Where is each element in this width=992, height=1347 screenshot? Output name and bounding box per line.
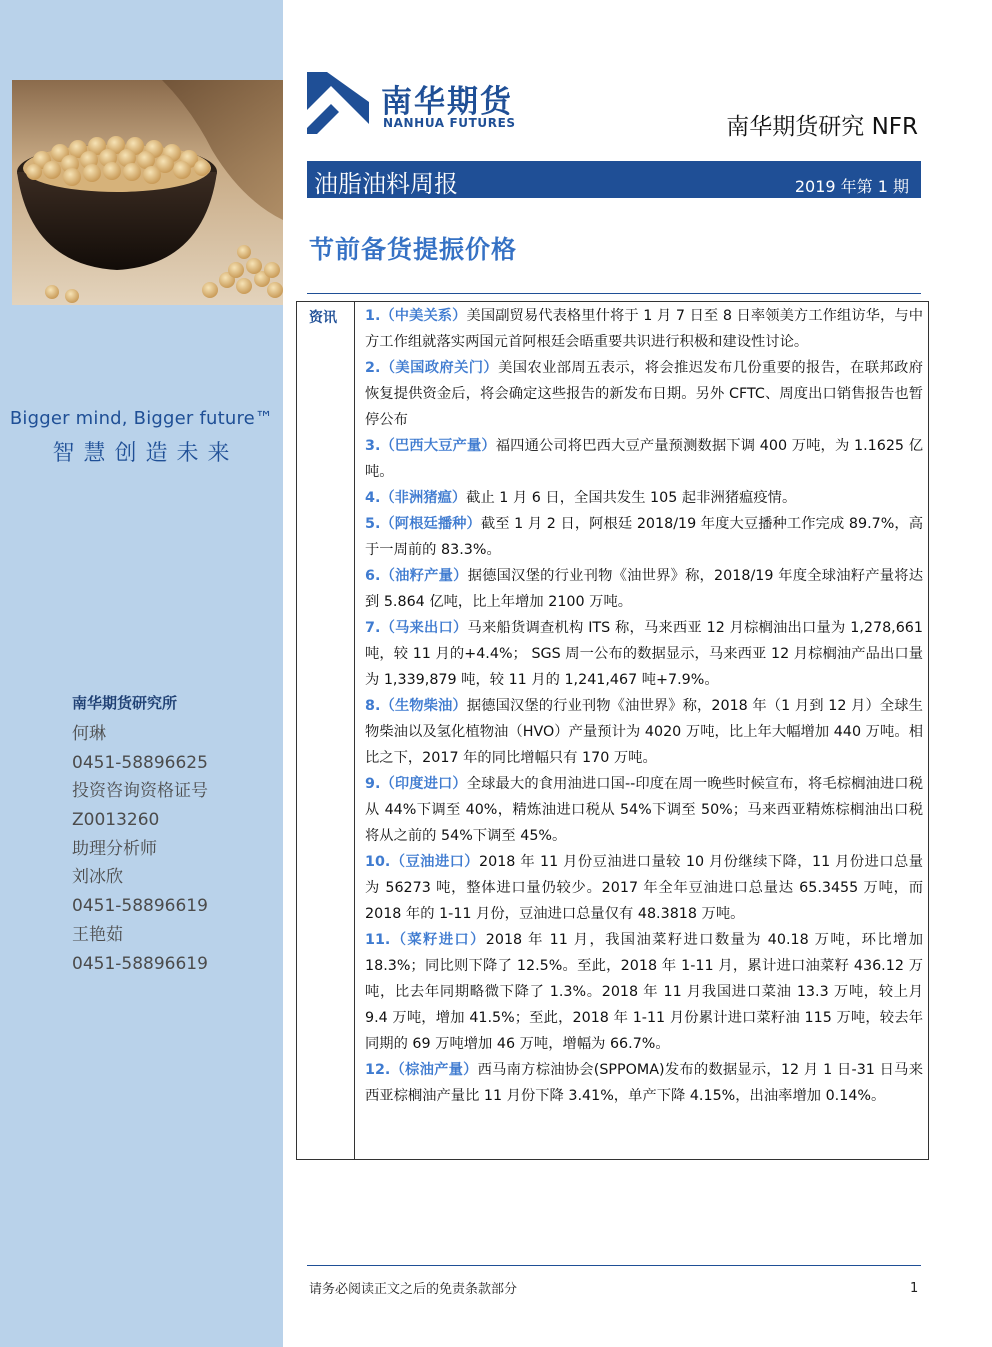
news-item xyxy=(365,303,923,355)
news-item xyxy=(365,693,923,771)
contact-line: 0451-58896625 xyxy=(72,752,208,773)
news-tag: 8.（生物柴油） xyxy=(365,698,467,714)
news-text: 2018 年 11 月，我国油菜籽进口数量为 40.18 万吨，环比增加 18.3%；同比则下降了 12.5%。至此，2018 年 1-11 月，累计进口油菜籽 436.12 万吨，比去年同期略微下降了 1.3%。2018 年 11 月我国进口菜油 13.3 万吨，较上月 9.4 万吨，增加 41.5%；至此，2018 年 1-11 月份累计进口菜籽油 115 万吨，较去年同期的 69 万吨增加 46 万吨，增幅为 66.7%。 xyxy=(365,932,924,1052)
news-item xyxy=(365,771,923,849)
news-text: 美国副贸易代表格里什将于 1 月 7 日至 8 日率领美方工作组访华，与中方工作组就落实两国元首阿根廷会晤重要共识进行积极和建设性讨论。 xyxy=(365,308,923,350)
news-table xyxy=(296,301,929,1160)
header-divider xyxy=(307,293,921,294)
news-text: 截止 1 月 6 日，全国共发生 105 起非洲猪瘟疫情。 xyxy=(466,490,797,506)
contact-line: 何琳 xyxy=(72,724,106,744)
logo-english-name: NANHUA FUTURES xyxy=(383,116,516,130)
news-tag: 9.（印度进口） xyxy=(365,776,467,792)
slogan-chinese: 智慧创造未来 xyxy=(52,441,239,466)
news-item xyxy=(365,511,923,563)
news-tag: 2.（美国政府关门） xyxy=(365,360,499,376)
contact-line: 0451-58896619 xyxy=(72,953,208,974)
issue-number: 2019 年第 1 期 xyxy=(794,177,909,196)
news-item xyxy=(365,433,923,485)
news-text: 马来船货调查机构 ITS 称，马来西亚 12 月棕榈油出口量为 1,278,661 吨，较 11 月的+4.4%； SGS 周一公布的数据显示，马来西亚 12 月棕榈油产品出口量为 1,339,879 吨，较 11 月的 1,241,467 吨+7.9%。 xyxy=(365,620,923,688)
report-title-bar xyxy=(307,161,921,198)
news-label-column xyxy=(297,302,355,1159)
news-tag: 11.（菜籽进口） xyxy=(365,932,486,948)
logo-chinese-name: 南华期货 xyxy=(381,84,513,120)
news-text: 美国农业部周五表示，将会推迟发布几份重要的报告，在联邦政府恢复提供资金后，将会确定这些报告的新发布日期。另外 CFTC、周度出口销售报告也暂停公布 xyxy=(365,360,923,428)
news-item xyxy=(365,563,923,615)
news-item xyxy=(365,485,923,511)
news-item xyxy=(365,355,923,433)
contact-line: 0451-58896619 xyxy=(72,896,208,917)
soybean-bowl-photo xyxy=(12,80,283,305)
news-tag: 5.（阿根廷播种） xyxy=(365,516,481,532)
contact-line: 投资咨询资格证号 xyxy=(72,781,208,802)
news-tag: 12.（棕油产量） xyxy=(365,1062,478,1078)
contact-line: 助理分析师 xyxy=(72,838,157,859)
nanhua-logo-icon xyxy=(307,72,369,134)
news-item xyxy=(365,1057,923,1109)
news-text: 西马南方棕油协会(SPPOMA)发布的数据显示，12 月 1 日-31 日马来西亚棕榈油产量比 11 月份下降 3.41%，单产下降 4.15%，出油率增加 0.14%。 xyxy=(365,1062,923,1104)
news-tag: 3.（巴西大豆产量） xyxy=(365,438,496,454)
news-tag: 6.（油籽产量） xyxy=(365,568,468,584)
page-number: 1 xyxy=(910,1281,919,1296)
report-headline: 节前备货提振价格 xyxy=(309,235,518,264)
news-tag: 1.（中美关系） xyxy=(365,308,467,324)
news-text: 截至 1 月 2 日，阿根廷 2018/19 年度大豆播种工作完成 89.7%，高于一周前的 83.3%。 xyxy=(365,516,923,558)
slogan-english: Bigger mind, Bigger future™ xyxy=(9,408,274,429)
news-item xyxy=(365,615,923,693)
news-tag: 10.（豆油进口） xyxy=(365,854,480,870)
analyst-contacts xyxy=(72,692,277,978)
news-item xyxy=(365,927,923,1057)
contact-line: Z0013260 xyxy=(72,810,160,831)
news-tag: 4.（非洲猪瘟） xyxy=(365,490,467,506)
news-list xyxy=(365,303,923,1109)
contact-line: 刘冰欣 xyxy=(72,867,123,888)
news-text: 全球最大的食用油进口国--印度在周一晚些时候宣布，将毛棕榈油进口税从 44%下调至 40%，精炼油进口税从 54%下调至 50%；马来西亚精炼棕榈油出口税将从之前的 54%下调至 45%。 xyxy=(365,776,923,844)
news-text: 2018 年 11 月份豆油进口量较 10 月份继续下降，11 月份进口总量为 56273 吨，整体进口量仍较少。2017 年全年豆油进口总量达 65.3455 万吨，而 2018 年的 1-11 月份，豆油进口总量仅有 48.3818 万吨。 xyxy=(365,854,923,922)
news-item xyxy=(365,849,923,927)
news-label: 资讯 xyxy=(309,310,337,326)
report-name: 油脂油料周报 xyxy=(314,170,458,198)
news-text: 据德国汉堡的行业刊物《油世界》称，2018/19 年度全球油籽产量将达到 5.864 亿吨，比上年增加 2100 万吨。 xyxy=(365,568,923,610)
institute-name: 南华期货研究所 xyxy=(72,694,178,712)
footer-divider xyxy=(307,1265,921,1266)
contact-line: 王艳茹 xyxy=(72,924,123,945)
news-text: 据德国汉堡的行业刊物《油世界》称，2018 年（1 月到 12 月）全球生物柴油以及氢化植物油（HVO）产量预计为 4020 万吨，比上年大幅增加 440 万吨。相比之下，2017 年的同比增幅只有 170 万吨。 xyxy=(365,698,923,766)
sidebar xyxy=(0,0,283,1347)
news-tag: 7.（马来出口） xyxy=(365,620,468,636)
research-label: 南华期货研究 NFR xyxy=(726,114,918,140)
company-logo xyxy=(307,72,547,136)
news-text: 福四通公司将巴西大豆产量预测数据下调 400 万吨，为 1.1625 亿吨。 xyxy=(365,438,923,480)
disclaimer-note: 请务必阅读正文之后的免责条款部分 xyxy=(309,1282,518,1297)
